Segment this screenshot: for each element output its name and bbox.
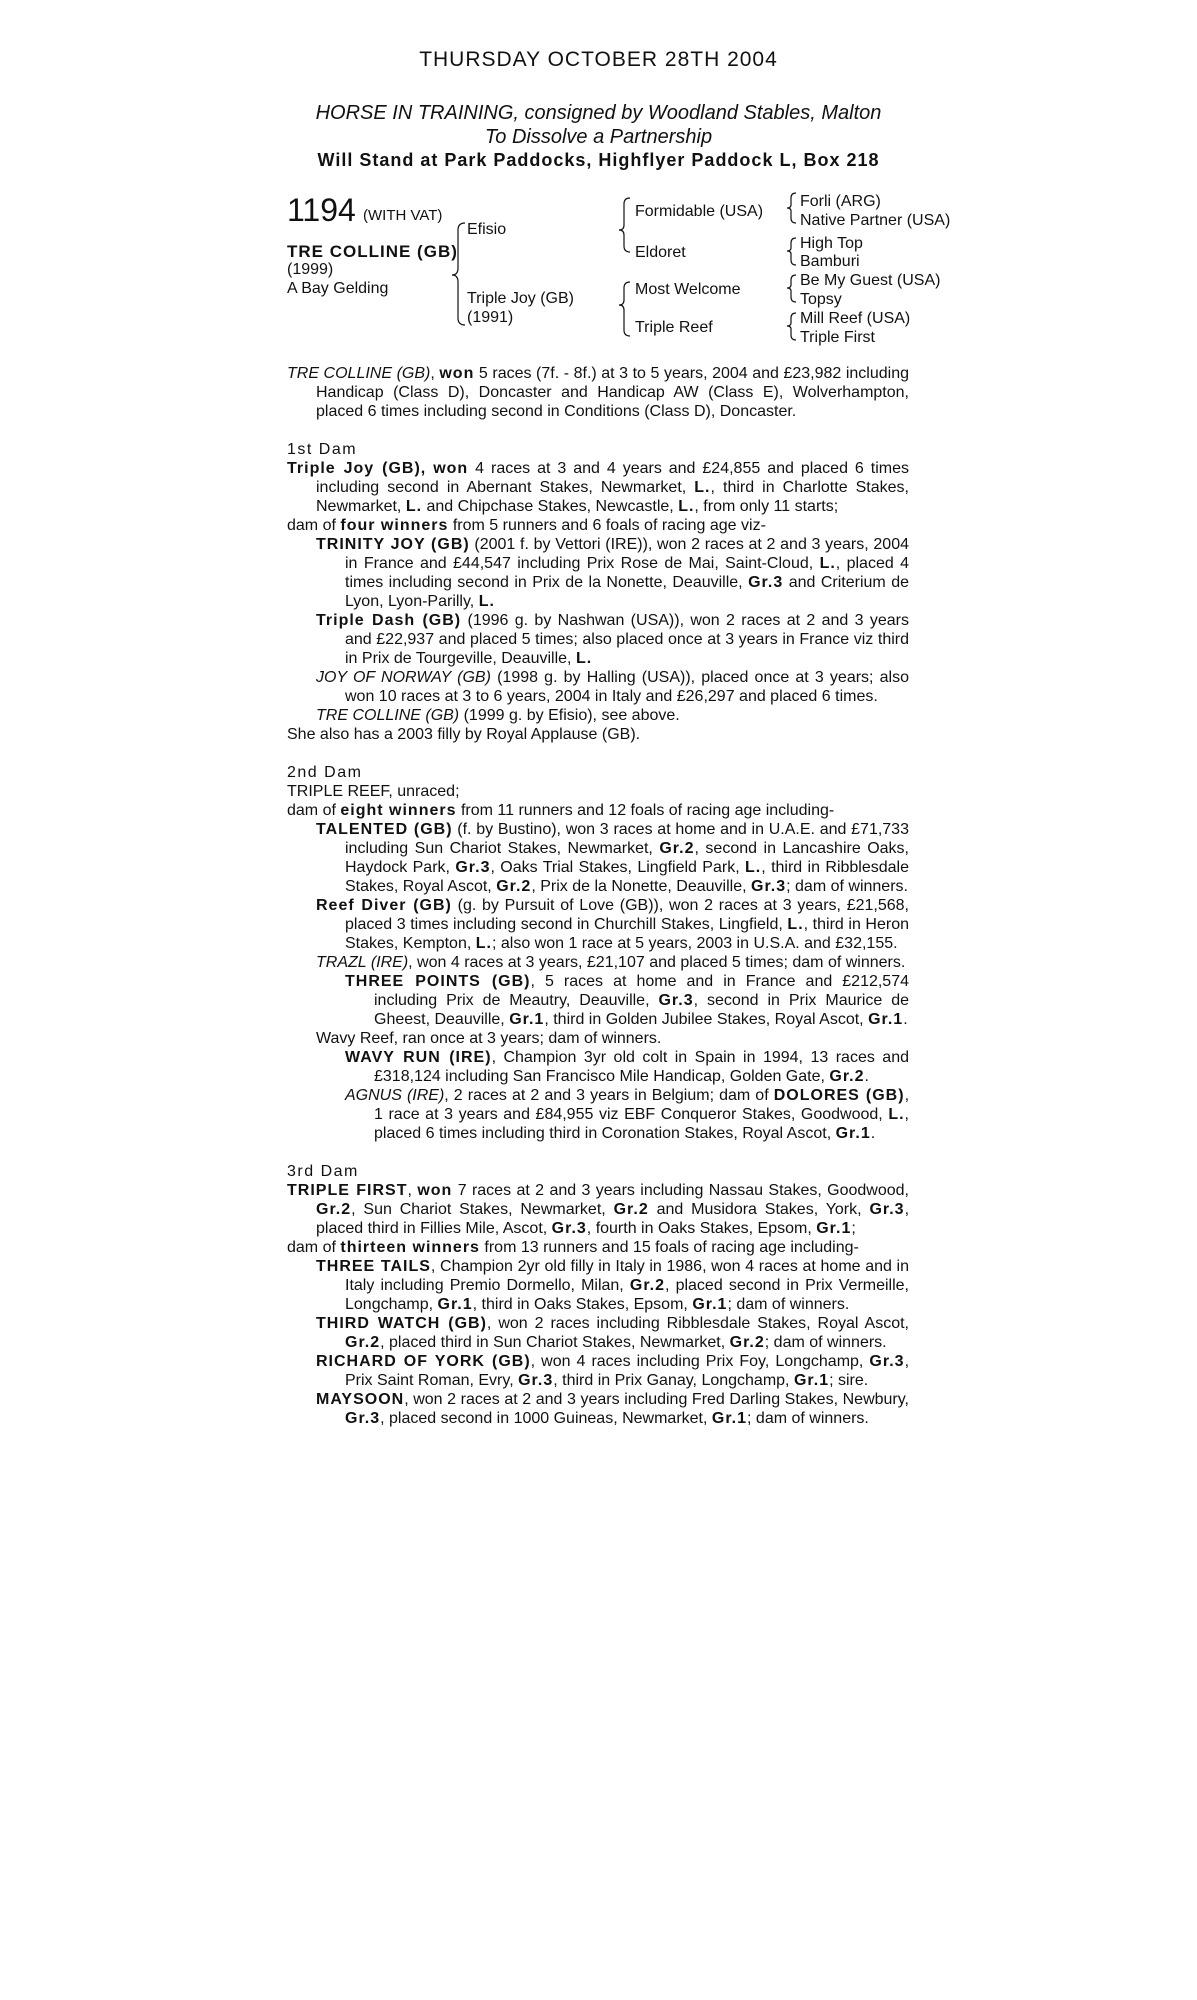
group-mark: Gr.1 xyxy=(711,1410,748,1427)
text-run: , third in Charlotte Stakes, Newmarket, xyxy=(316,479,909,515)
text-run: from 5 runners and 6 foals of racing age viz- xyxy=(452,517,766,534)
lot-vat: (WITH VAT) xyxy=(363,207,443,224)
group-mark: Gr.3 xyxy=(658,992,694,1009)
horse-name: TRE COLLINE (GB) xyxy=(287,242,458,261)
text-run: , from only 11 starts; xyxy=(694,498,839,515)
pedigree-g2: Native Partner (USA) xyxy=(800,212,951,229)
grand-offspring-entry: THREE POINTS (GB), 5 races at home and in France and £212,574 including Prix de Meautry, Deauville, Gr.3, second in Prix Maurice de Gheest, Deauville, Gr.1, third in Golden Jubilee Stakes, Royal Ascot, Gr.1. xyxy=(345,973,910,1028)
grand-offspring-entry: AGNUS (IRE), 2 races at 2 and 3 years in Belgium; dam of DOLORES (GB), 1 race at 3 years and £84,955 viz EBF Conqueror Stakes, Goodwood, L., placed 6 times including third in Coronation Stakes, Royal Ascot, Gr.1. xyxy=(345,1087,910,1142)
pedigree-g8: Triple First xyxy=(800,329,875,346)
group-mark: Gr.1 xyxy=(868,1011,904,1028)
group-mark: Gr.3 xyxy=(455,859,491,876)
offspring-entry xyxy=(287,953,909,972)
pedigree-braces xyxy=(0,0,1197,360)
text-run: (1999 g. by Efisio), see above. xyxy=(463,707,680,724)
text-run: and Chipchase Stakes, Newcastle, xyxy=(426,498,674,515)
offspring-entry xyxy=(287,611,909,668)
text-run: , third in Golden Jubilee Stakes, Royal Ascot, xyxy=(544,1011,864,1028)
offspring-name: WAVY RUN (IRE) xyxy=(345,1049,492,1066)
group-mark: Gr.1 xyxy=(437,1296,473,1313)
won-word: won xyxy=(417,1182,453,1199)
text-run: , won 2 races including Ribblesdale Stakes, Royal Ascot, xyxy=(486,1315,909,1332)
text-run: and Criterium de Lyon, Lyon-Parilly, xyxy=(345,574,909,610)
text-run: dam of xyxy=(287,1239,336,1256)
text-run: , Oaks Trial Stakes, Lingfield Park, xyxy=(490,859,740,876)
text-run: , placed second in Prix Vermeille, Longchamp, xyxy=(345,1277,910,1313)
listed-mark: L. xyxy=(405,498,423,515)
sale-date: THURSDAY OCTOBER 28TH 2004 xyxy=(419,48,778,71)
text-run: ; dam of winners. xyxy=(786,878,908,895)
offspring-entry: MAYSOON, won 2 races at 2 and 3 years including Fred Darling Stakes, Newbury, Gr.3, placed second in 1000 Guineas, Newmarket, Gr.1; dam of winners. xyxy=(316,1391,909,1427)
offspring-name: THREE POINTS (GB) xyxy=(345,973,531,990)
text-run: , Sun Chariot Stakes, Newmarket, xyxy=(351,1201,606,1218)
pedigree-sire-dam: Eldoret xyxy=(635,244,686,261)
group-mark: Gr.3 xyxy=(869,1201,905,1218)
third-dam-name: TRIPLE FIRST xyxy=(287,1182,408,1199)
listed-mark: L. xyxy=(745,859,762,876)
offspring-name: TRAZL (IRE) xyxy=(316,954,409,971)
third-dam-entry: TRIPLE FIRST, won 7 races at 2 and 3 years including Nassau Stakes, Goodwood, Gr.2, Sun Chariot Stakes, Newmarket, Gr.2 and Musidora Stakes, York, Gr.3, placed third in Fillies Mile, Ascot, Gr.3, fourth in Oaks Stakes, Epsom, Gr.1; xyxy=(287,1182,910,1237)
group-mark: Gr.1 xyxy=(835,1125,871,1142)
offspring-entry: Wavy Reef, ran once at 3 years; dam of winners. xyxy=(316,1030,662,1047)
text-run: , fourth in Oaks Stakes, Epsom, xyxy=(586,1220,812,1237)
text-run: , 2 races at 2 and 3 years in Belgium; dam of xyxy=(444,1087,769,1104)
listed-mark: L. xyxy=(819,555,836,572)
group-mark: Gr.3 xyxy=(748,574,784,591)
pedigree-g6: Topsy xyxy=(800,291,842,308)
listed-mark: L. xyxy=(575,650,593,667)
offspring-entry xyxy=(287,535,909,611)
listed-mark: L. xyxy=(475,935,492,952)
offspring-name: TRINITY JOY (GB) xyxy=(316,536,470,553)
text-run: and Musidora Stakes, York, xyxy=(656,1201,862,1218)
group-mark: Gr.2 xyxy=(613,1201,649,1218)
won-word: won xyxy=(433,460,469,477)
pedigree-dam-year: (1991) xyxy=(467,309,514,326)
group-mark: Gr.3 xyxy=(518,1372,554,1389)
listed-mark: L. xyxy=(478,593,495,610)
catalogue-body xyxy=(287,364,909,1428)
offspring-name: TRE COLLINE (GB) xyxy=(316,707,460,724)
text-run: (1998 g. by Halling (USA)), placed once at 3 years; also won 10 races at 3 to 6 years, 2004 in Italy and £26,297 and placed 6 times. xyxy=(345,669,910,705)
offspring-entry: THIRD WATCH (GB), won 2 races including Ribblesdale Stakes, Royal Ascot, Gr.2, placed third in Sun Chariot Stakes, Newmarket, Gr.2; dam of winners. xyxy=(316,1315,909,1351)
text-run: dam of xyxy=(287,802,336,819)
offspring-name: MAYSOON xyxy=(316,1391,405,1408)
text-run: from 11 runners and 12 foals of racing age including- xyxy=(460,802,835,819)
listed-mark: L. xyxy=(678,498,695,515)
text-run: (f. by Bustino), won 3 races at home and in U.A.E. and £71,733 including Sun Chariot Stakes, Newmarket, xyxy=(345,821,909,857)
text-run: , 5 races at home and in France and £212,574 including Prix de Meautry, Deauville, xyxy=(374,973,910,1009)
third-dam-produce-line xyxy=(287,1238,909,1257)
text-run: , second in Prix Maurice de Gheest, Deauville, xyxy=(374,992,909,1028)
text-run: , placed second in 1000 Guineas, Newmarket, xyxy=(380,1410,708,1427)
offspring-entry xyxy=(287,1352,909,1390)
group-mark: Gr.2 xyxy=(659,840,695,857)
reason-line: To Dissolve a Partnership xyxy=(484,126,713,148)
grand-offspring-entry: WAVY RUN (IRE), Champion 3yr old colt in Spain in 1994, 13 races and £318,124 including San Francisco Mile Handicap, Golden Gate, Gr.2. xyxy=(345,1049,909,1085)
group-mark: Gr.3 xyxy=(551,1220,587,1237)
group-mark: Gr.2 xyxy=(496,878,532,895)
group-mark: Gr.2 xyxy=(829,1068,865,1085)
pedigree-sire-sire: Formidable (USA) xyxy=(635,203,764,220)
offspring-name: Reef Diver (GB) xyxy=(316,897,452,914)
horse-description: A Bay Gelding xyxy=(287,280,389,297)
group-mark: Gr.3 xyxy=(345,1410,381,1427)
first-dam-produce-line xyxy=(287,516,909,535)
text-run: (2001 f. by Vettori (IRE)), won 2 races at 2 and 3 years, 2004 in France and £44,547 including Prix Rose de Mai, Saint-Cloud, xyxy=(345,536,909,572)
horse-summary-name: TRE COLLINE (GB) xyxy=(287,365,431,382)
text-run: , Prix de la Nonette, Deauville, xyxy=(531,878,747,895)
text-run: (g. by Pursuit of Love (GB)), won 2 races at 3 years, £21,568, placed 3 times including second in Churchill Stakes, Lingfield, xyxy=(345,897,909,933)
offspring-entry xyxy=(287,896,909,953)
offspring-name: DOLORES (GB) xyxy=(773,1087,905,1104)
won-word: won xyxy=(439,365,475,382)
first-dam-entry xyxy=(287,459,909,516)
horse-year: (1999) xyxy=(287,261,334,278)
listed-mark: L. xyxy=(888,1106,905,1123)
pedigree-dam-sire: Most Welcome xyxy=(635,281,741,298)
lot-number: 1194 xyxy=(287,192,356,228)
text-run: , won 4 races including Prix Foy, Longchamp, xyxy=(530,1353,864,1370)
second-dam-heading: 2nd Dam xyxy=(287,764,363,781)
listed-mark: L. xyxy=(694,479,711,496)
offspring-entry xyxy=(287,668,909,706)
text-run: , Champion 3yr old colt in Spain in 1994, 13 races and £318,124 including San Francisco Mile Handicap, Golden Gate, xyxy=(374,1049,909,1085)
offspring-name: TALENTED (GB) xyxy=(316,821,453,838)
text-run: , won 2 races at 2 and 3 years including Fred Darling Stakes, Newbury, xyxy=(404,1391,909,1408)
offspring-name: RICHARD OF YORK (GB) xyxy=(316,1353,531,1370)
offspring-name: AGNUS (IRE) xyxy=(345,1087,445,1104)
text-run: , won 4 races at 3 years, £21,107 and placed 5 times; dam of winners. xyxy=(408,954,906,971)
first-dam-filly-note: She also has a 2003 filly by Royal Applause (GB). xyxy=(287,726,641,743)
text-run: , 1 race at 3 years and £84,955 viz EBF Conqueror Stakes, Goodwood, xyxy=(374,1087,910,1123)
group-mark: Gr.1 xyxy=(509,1011,545,1028)
group-mark: Gr.2 xyxy=(729,1334,765,1351)
group-mark: Gr.1 xyxy=(793,1372,830,1389)
text-run: , placed 6 times including third in Coronation Stakes, Royal Ascot, xyxy=(374,1106,909,1142)
pedigree-g5: Be My Guest (USA) xyxy=(800,272,941,289)
pedigree-g4: Bamburi xyxy=(800,253,860,270)
text-run: 7 races at 2 and 3 years including Nassau Stakes, Goodwood, xyxy=(457,1182,909,1199)
second-dam-produce-line xyxy=(287,801,909,820)
winners-count: eight winners xyxy=(340,802,457,819)
offspring-name: THREE TAILS xyxy=(316,1258,431,1275)
text-run: , third in Prix Ganay, Longchamp, xyxy=(553,1372,790,1389)
text-run: ; sire. xyxy=(829,1372,869,1389)
offspring-name: THIRD WATCH (GB) xyxy=(316,1315,487,1332)
group-mark: Gr.3 xyxy=(751,878,787,895)
text-run: (1996 g. by Nashwan (USA)), won 2 races at 2 and 3 years and £22,937 and placed 5 times; also placed once at 3 years in France viz third in Prix de Tourgeville, Deauville, xyxy=(345,612,910,667)
group-mark: Gr.3 xyxy=(869,1353,905,1370)
listed-mark: L. xyxy=(787,916,804,933)
text-run: , Prix Saint Roman, Evry, xyxy=(345,1353,910,1389)
text-run: , placed third in Fillies Mile, Ascot, xyxy=(316,1201,910,1237)
pedigree-g1: Forli (ARG) xyxy=(800,193,881,210)
text-run: ; dam of winners. xyxy=(727,1296,850,1313)
group-mark: Gr.2 xyxy=(345,1334,381,1351)
first-dam-name: Triple Joy (GB), xyxy=(287,460,427,477)
second-dam-name: TRIPLE REEF, unraced; xyxy=(287,783,460,800)
pedigree-g7: Mill Reef (USA) xyxy=(800,310,911,327)
text-run: ; also won 1 race at 5 years, 2003 in U.S.A. and £32,155. xyxy=(491,935,898,952)
consignment-line: HORSE IN TRAINING, consigned by Woodland Stables, Malton xyxy=(315,102,882,124)
group-mark: Gr.2 xyxy=(629,1277,666,1294)
text-run: , third in Ribblesdale Stakes, Royal Ascot, xyxy=(345,859,909,895)
first-dam-heading: 1st Dam xyxy=(287,441,358,458)
text-run: , Champion 2yr old filly in Italy in 1986, won 4 races at home and in Italy including Premio Dormello, Milan, xyxy=(345,1258,910,1294)
third-dam-heading: 3rd Dam xyxy=(287,1163,359,1180)
offspring-name: JOY OF NORWAY (GB) xyxy=(316,669,491,686)
pedigree-dam-dam: Triple Reef xyxy=(635,319,713,336)
group-mark: Gr.1 xyxy=(816,1220,852,1237)
offspring-entry xyxy=(287,706,909,725)
offspring-name: Triple Dash (GB) xyxy=(316,612,462,629)
text-run: 4 races at 3 and 4 years and £24,855 and placed 6 times including second in Abernant Stakes, Newmarket, xyxy=(316,460,909,496)
text-run: , placed third in Sun Chariot Stakes, Newmarket, xyxy=(380,1334,726,1351)
group-mark: Gr.2 xyxy=(316,1201,352,1218)
text-run: , placed 4 times including second in Prix de la Nonette, Deauville, xyxy=(345,555,909,591)
pedigree-g3: High Top xyxy=(800,235,863,252)
text-run: , second in Lancashire Oaks, Haydock Park, xyxy=(345,840,909,876)
pedigree-sire: Efisio xyxy=(467,221,507,238)
pedigree-dam: Triple Joy (GB) xyxy=(467,290,574,307)
location-line: Will Stand at Park Paddocks, Highflyer Paddock L, Box 218 xyxy=(317,150,880,170)
winners-count: four winners xyxy=(340,517,449,534)
offspring-entry xyxy=(287,820,909,896)
offspring-entry xyxy=(287,1257,909,1314)
winners-count: thirteen winners xyxy=(340,1239,480,1256)
text-run: , third in Heron Stakes, Kempton, xyxy=(345,916,910,952)
group-mark: Gr.1 xyxy=(692,1296,728,1313)
horse-summary-text: 5 races (7f. - 8f.) at 3 to 5 years, 2004 and £23,982 including Handicap (Class D), Doncaster and Handicap AW (Class E), Wolverhampton, placed 6 times including second in Conditions (Class D), Doncaster. xyxy=(316,365,910,420)
text-run: , third in Oaks Stakes, Epsom, xyxy=(472,1296,688,1313)
text-run: dam of xyxy=(287,517,336,534)
horse-summary: TRE COLLINE (GB), won 5 races (7f. - 8f.) at 3 to 5 years, 2004 and £23,982 including Handicap (Class D), Doncaster and Handicap AW (Class E), Wolverhampton, placed 6 times including second in Conditions (Class D), Doncaster. xyxy=(287,365,910,420)
text-run: from 13 runners and 15 foals of racing age including- xyxy=(484,1239,859,1256)
